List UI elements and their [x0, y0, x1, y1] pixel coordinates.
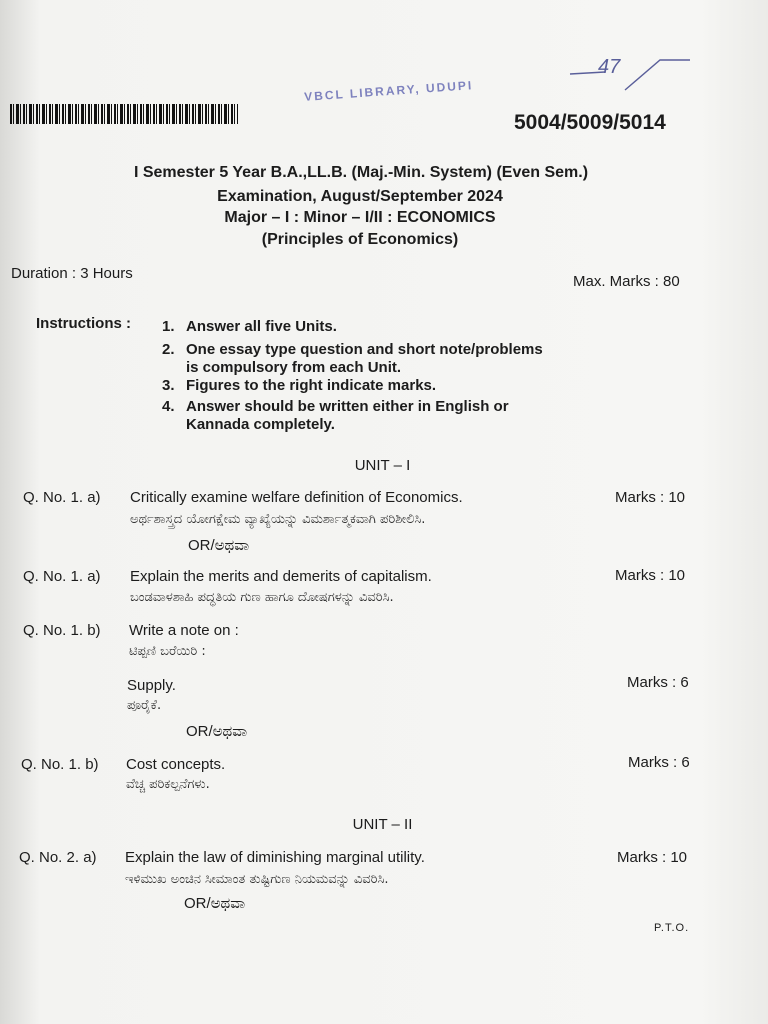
barcode	[10, 104, 238, 124]
question-label: Q. No. 1. b)	[23, 622, 101, 639]
pto-note: P.T.O.	[654, 922, 690, 934]
instruction-item: Kannada completely.	[186, 416, 335, 433]
question-label: Q. No. 1. b)	[21, 756, 99, 773]
question-marks: Marks : 10	[617, 849, 688, 866]
instruction-item: is compulsory from each Unit.	[186, 359, 402, 376]
question-text-kannada: ಇಳಿಮುಖ ಅಂಚಿನ ಸೀಮಾಂತ ತುಷ್ಟಿಗುಣ ನಿಯಮವನ್ನು ವಿವರಿಸಿ.	[125, 872, 389, 887]
question-marks: Marks : 10	[615, 567, 686, 584]
instructions-label: Instructions :	[36, 315, 132, 332]
question-label: Q. No. 2. a)	[19, 849, 97, 866]
question-text: Write a note on :	[129, 622, 239, 639]
unit-2-heading: UNIT – II	[352, 816, 413, 833]
title-line-1: I Semester 5 Year B.A.,LL.B. (Maj.-Min. System) (Even Sem.)	[133, 164, 589, 181]
instruction-item: 3. Figures to the right indicate marks.	[162, 377, 437, 394]
question-text: Explain the law of diminishing marginal utility.	[125, 849, 425, 866]
or-separator: OR/ಅಥವಾ	[184, 895, 246, 912]
question-label: Q. No. 1. a)	[23, 489, 101, 506]
question-label: Q. No. 1. a)	[23, 568, 101, 585]
title-line-3: Major – I : Minor – I/II : ECONOMICS	[224, 209, 496, 226]
unit-1-heading: UNIT – I	[354, 457, 411, 474]
instruction-item: 4. Answer should be written either in English or	[162, 398, 509, 415]
question-text: Explain the merits and demerits of capitalism.	[130, 568, 432, 585]
question-item: Supply.	[127, 677, 176, 694]
title-line-2: Examination, August/September 2024	[217, 188, 503, 205]
question-text-kannada: ಬಂಡವಾಳಶಾಹಿ ಪದ್ಧತಿಯ ಗುಣ ಹಾಗೂ ದೋಷಗಳನ್ನು ವಿವರಿಸಿ.	[130, 590, 394, 605]
question-text: Cost concepts.	[126, 756, 226, 773]
library-stamp: VBCL LIBRARY, UDUPI	[303, 78, 474, 104]
instruction-item: 1. Answer all five Units.	[162, 318, 337, 335]
question-marks: Marks : 10	[615, 489, 686, 506]
paper-code: 5004/5009/5014	[514, 111, 666, 134]
question-marks: Marks : 6	[628, 754, 690, 771]
or-separator: OR/ಅಥವಾ	[188, 537, 250, 554]
handwritten-mark	[565, 52, 695, 92]
question-marks: Marks : 6	[627, 674, 689, 691]
question-text-kannada: ವೆಚ್ಚ ಪರಿಕಲ್ಪನೆಗಳು.	[126, 777, 210, 792]
question-item-kannada: ಪೂರೈಕೆ.	[127, 698, 162, 713]
title-line-4: (Principles of Economics)	[261, 231, 459, 248]
question-text-kannada: ಅರ್ಥಶಾಸ್ತ್ರದ ಯೋಗಕ್ಷೇಮ ವ್ಯಾಖ್ಯೆಯನ್ನು ವಿಮರ್ಶಾತ್ಮಕವಾಗಿ ಪರಿಶೀಲಿಸಿ.	[130, 512, 426, 527]
duration: Duration : 3 Hours	[11, 265, 133, 282]
handwritten-number: 47	[598, 56, 621, 78]
or-separator: OR/ಅಥವಾ	[186, 723, 248, 740]
max-marks: Max. Marks : 80	[573, 273, 680, 290]
question-text: Critically examine welfare definition of Economics.	[130, 489, 463, 506]
question-text-kannada: ಟಿಪ್ಪಣಿ ಬರೆಯಿರಿ :	[129, 644, 206, 659]
instruction-item: 2. One essay type question and short note/problems	[162, 341, 543, 358]
